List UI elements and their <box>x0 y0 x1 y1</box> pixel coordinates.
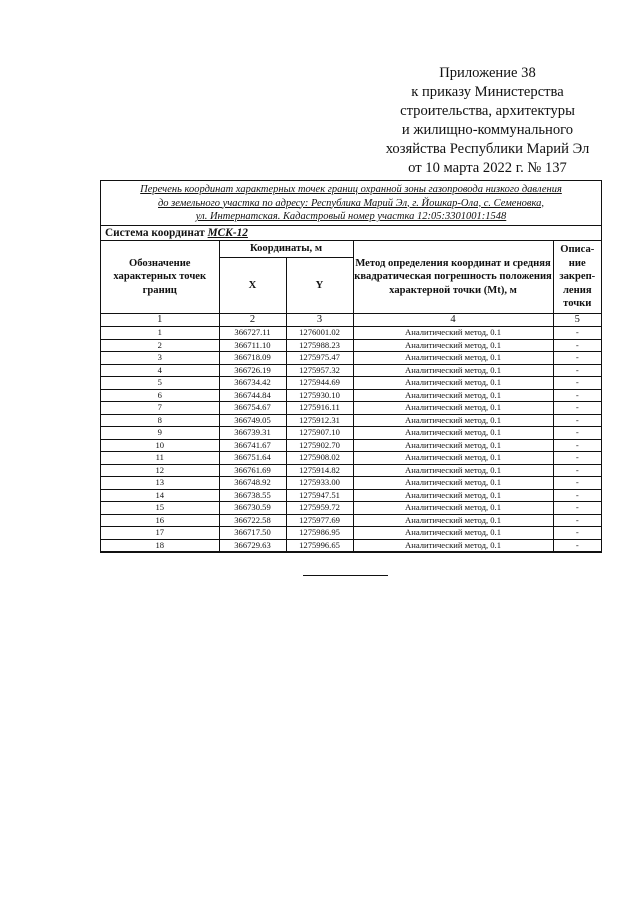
cell-coord-y: 1275957.32 <box>286 364 353 377</box>
closing-rule <box>303 575 388 576</box>
cell-point-number: 1 <box>101 327 219 340</box>
cell-method: Аналитический метод, 0.1 <box>353 364 553 377</box>
table-title-line: Перечень координат характерных точек границ охранной зоны газопровода низкого давления <box>140 184 562 195</box>
cell-point-number: 12 <box>101 464 219 477</box>
cell-point-number: 3 <box>101 352 219 365</box>
table-row <box>101 502 601 515</box>
cell-coord-x: 366741.67 <box>219 439 286 452</box>
cell-method: Аналитический метод, 0.1 <box>353 527 553 540</box>
header-point-designation: Обозначение характерных точек границ <box>101 241 219 314</box>
cell-fixing-description: - <box>553 364 601 377</box>
cell-coord-y: 1275916.11 <box>286 402 353 415</box>
cell-coord-x: 366730.59 <box>219 502 286 515</box>
appendix-line: к приказу Министерства <box>411 84 564 100</box>
cell-fixing-description: - <box>553 389 601 402</box>
cell-point-number: 13 <box>101 477 219 490</box>
cell-coord-x: 366744.84 <box>219 389 286 402</box>
appendix-line: строительства, архитектуры <box>400 103 575 119</box>
cell-method: Аналитический метод, 0.1 <box>353 377 553 390</box>
cell-coord-x: 366727.11 <box>219 327 286 340</box>
table-row <box>101 327 601 340</box>
table-row <box>101 452 601 465</box>
cell-point-number: 6 <box>101 389 219 402</box>
appendix-line: хозяйства Республики Марий Эл <box>385 141 590 157</box>
cell-fixing-description: - <box>553 489 601 502</box>
cell-method: Аналитический метод, 0.1 <box>353 427 553 440</box>
cell-coord-y: 1275930.10 <box>286 389 353 402</box>
cell-coord-x: 366726.19 <box>219 364 286 377</box>
header-coordinates: Координаты, м <box>219 241 353 258</box>
header-method: Метод определения координат и средняя квадратическая погрешность положения характерной точки (Mt), м <box>353 241 553 314</box>
coordinate-system-label: Система координат <box>105 226 205 239</box>
cell-method: Аналитический метод, 0.1 <box>353 389 553 402</box>
appendix-line: Приложение 38 <box>439 65 536 81</box>
cell-coord-x: 366754.67 <box>219 402 286 415</box>
cell-point-number: 17 <box>101 527 219 540</box>
cell-coord-y: 1275986.95 <box>286 527 353 540</box>
cell-fixing-description: - <box>553 427 601 440</box>
cell-coord-y: 1275996.65 <box>286 539 353 552</box>
cell-method: Аналитический метод, 0.1 <box>353 489 553 502</box>
cell-point-number: 9 <box>101 427 219 440</box>
table-row <box>101 389 601 402</box>
table-title-line: ул. Интернатская. Кадастровый номер участка 12:05:3301001:1548 <box>195 211 507 222</box>
cell-point-number: 14 <box>101 489 219 502</box>
cell-fixing-description: - <box>553 339 601 352</box>
table-title-line: до земельного участка по адресу: Республика Марий Эл, г. Йошкар-Ола, с. Семеновка, <box>158 197 544 209</box>
table-row <box>101 352 601 365</box>
cell-method: Аналитический метод, 0.1 <box>353 452 553 465</box>
column-number: 2 <box>219 314 286 327</box>
cell-point-number: 7 <box>101 402 219 415</box>
column-number-row <box>101 314 601 327</box>
table-row <box>101 427 601 440</box>
cell-fixing-description: - <box>553 377 601 390</box>
cell-fixing-description: - <box>553 527 601 540</box>
column-number: 3 <box>286 314 353 327</box>
cell-point-number: 2 <box>101 339 219 352</box>
cell-fixing-description: - <box>553 439 601 452</box>
table-row <box>101 514 601 527</box>
cell-coord-y: 1275907.10 <box>286 427 353 440</box>
table-row <box>101 527 601 540</box>
cell-point-number: 8 <box>101 414 219 427</box>
table-row <box>101 439 601 452</box>
table-row <box>101 539 601 552</box>
header-x: X <box>219 258 286 314</box>
cell-method: Аналитический метод, 0.1 <box>353 502 553 515</box>
header-y: Y <box>286 258 353 314</box>
cell-fixing-description: - <box>553 464 601 477</box>
cell-coord-y: 1275975.47 <box>286 352 353 365</box>
table-row <box>101 414 601 427</box>
data-rows <box>101 327 601 552</box>
appendix-line: от 10 марта 2022 г. № 137 <box>408 160 567 176</box>
cell-method: Аналитический метод, 0.1 <box>353 464 553 477</box>
cell-fixing-description: - <box>553 352 601 365</box>
coordinates-table <box>101 241 601 553</box>
cell-coord-x: 366711.10 <box>219 339 286 352</box>
cell-method: Аналитический метод, 0.1 <box>353 477 553 490</box>
appendix-header <box>360 64 615 178</box>
table-row <box>101 377 601 390</box>
cell-fixing-description: - <box>553 327 601 340</box>
cell-point-number: 11 <box>101 452 219 465</box>
cell-point-number: 16 <box>101 514 219 527</box>
cell-method: Аналитический метод, 0.1 <box>353 514 553 527</box>
cell-coord-x: 366739.31 <box>219 427 286 440</box>
cell-coord-y: 1275902.70 <box>286 439 353 452</box>
cell-fixing-description: - <box>553 539 601 552</box>
cell-coord-x: 366729.63 <box>219 539 286 552</box>
table-row <box>101 364 601 377</box>
cell-coord-y: 1275947.51 <box>286 489 353 502</box>
cell-coord-y: 1275959.72 <box>286 502 353 515</box>
cell-coord-y: 1275944.69 <box>286 377 353 390</box>
cell-fixing-description: - <box>553 452 601 465</box>
cell-method: Аналитический метод, 0.1 <box>353 402 553 415</box>
column-number: 5 <box>553 314 601 327</box>
cell-coord-x: 366738.55 <box>219 489 286 502</box>
cell-coord-x: 366734.42 <box>219 377 286 390</box>
cell-coord-y: 1275914.82 <box>286 464 353 477</box>
cell-point-number: 4 <box>101 364 219 377</box>
cell-coord-x: 366718.09 <box>219 352 286 365</box>
cell-coord-x: 366761.69 <box>219 464 286 477</box>
coordinate-system <box>101 226 601 241</box>
table-title <box>101 181 601 226</box>
table-row <box>101 402 601 415</box>
table-row <box>101 489 601 502</box>
cell-fixing-description: - <box>553 402 601 415</box>
cell-coord-x: 366748.92 <box>219 477 286 490</box>
column-number: 1 <box>101 314 219 327</box>
cell-method: Аналитический метод, 0.1 <box>353 327 553 340</box>
cell-fixing-description: - <box>553 477 601 490</box>
cell-point-number: 15 <box>101 502 219 515</box>
cell-point-number: 5 <box>101 377 219 390</box>
column-number: 4 <box>353 314 553 327</box>
cell-coord-x: 366717.50 <box>219 527 286 540</box>
cell-method: Аналитический метод, 0.1 <box>353 414 553 427</box>
cell-fixing-description: - <box>553 514 601 527</box>
table-row <box>101 339 601 352</box>
header-fixing-description: Описа-ние закреп-ления точки <box>553 241 601 314</box>
cell-coord-x: 366749.05 <box>219 414 286 427</box>
cell-coord-y: 1275912.31 <box>286 414 353 427</box>
cell-method: Аналитический метод, 0.1 <box>353 352 553 365</box>
cell-coord-y: 1275988.23 <box>286 339 353 352</box>
cell-method: Аналитический метод, 0.1 <box>353 339 553 352</box>
cell-point-number: 10 <box>101 439 219 452</box>
cell-coord-x: 366722.58 <box>219 514 286 527</box>
cell-fixing-description: - <box>553 502 601 515</box>
cell-coord-y: 1275933.00 <box>286 477 353 490</box>
cell-method: Аналитический метод, 0.1 <box>353 439 553 452</box>
cell-coord-y: 1276001.02 <box>286 327 353 340</box>
coordinate-system-value: МСК-12 <box>207 226 248 239</box>
cell-coord-y: 1275977.69 <box>286 514 353 527</box>
coordinates-table-frame <box>100 180 602 553</box>
cell-point-number: 18 <box>101 539 219 552</box>
cell-coord-y: 1275908.02 <box>286 452 353 465</box>
table-row <box>101 477 601 490</box>
appendix-line: и жилищно-коммунального <box>401 122 574 138</box>
cell-method: Аналитический метод, 0.1 <box>353 539 553 552</box>
cell-coord-x: 366751.64 <box>219 452 286 465</box>
cell-fixing-description: - <box>553 414 601 427</box>
table-row <box>101 464 601 477</box>
